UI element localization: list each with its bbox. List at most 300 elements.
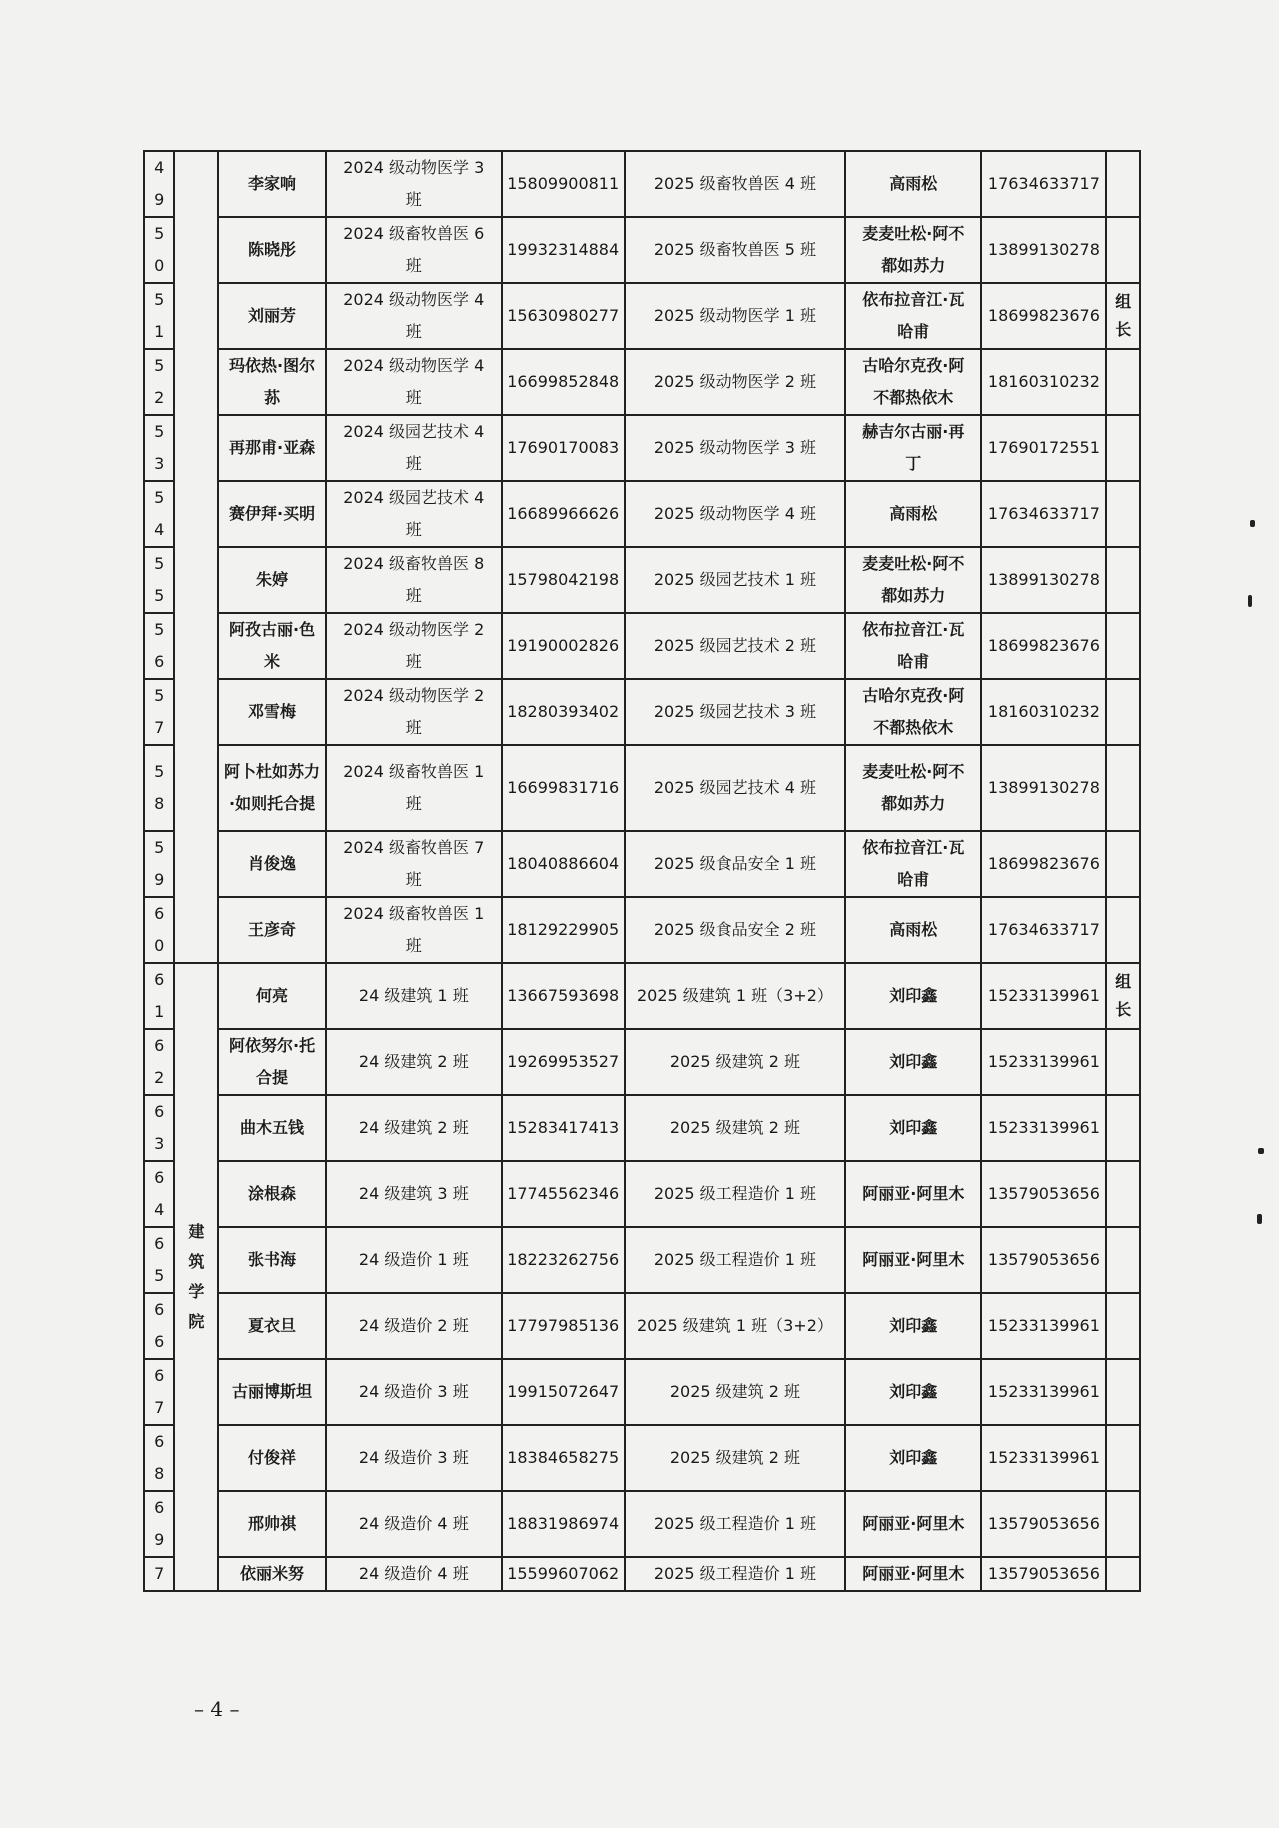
row-index-digit: 6 xyxy=(154,1498,165,1517)
row-index-digit: 3 xyxy=(154,1134,165,1153)
row-index-digit: 5 xyxy=(154,586,165,605)
note-cell xyxy=(1106,1161,1140,1227)
note-cell xyxy=(1106,1425,1140,1491)
student-class xyxy=(326,745,502,831)
row-index-digit: 3 xyxy=(154,454,165,473)
teacher-name xyxy=(845,831,981,897)
row-index xyxy=(144,1557,174,1591)
student-class xyxy=(326,151,502,217)
table-row xyxy=(144,963,1140,1029)
teacher-name-line: 高雨松 xyxy=(889,504,938,523)
student-class-line: 班 xyxy=(405,936,422,955)
row-index-digit: 6 xyxy=(154,1300,165,1319)
student-phone: 18040886604 xyxy=(502,831,625,897)
teacher-phone: 15233139961 xyxy=(981,963,1106,1029)
assigned-class: 2025 级建筑 1 班（3+2） xyxy=(625,1293,846,1359)
note-cell xyxy=(1106,613,1140,679)
student-class xyxy=(326,613,502,679)
student-class xyxy=(326,283,502,349)
student-name: 曲木五钱 xyxy=(218,1095,326,1161)
scan-speck xyxy=(1250,520,1255,527)
assigned-class: 2025 级园艺技术 2 班 xyxy=(625,613,846,679)
row-index-digit: 6 xyxy=(154,1332,165,1351)
table-row xyxy=(144,1359,1140,1425)
row-index-digit: 5 xyxy=(154,356,165,375)
teacher-name-line: 阿丽亚·阿里木 xyxy=(862,1564,965,1583)
student-class xyxy=(326,897,502,963)
student-phone: 18129229905 xyxy=(502,897,625,963)
assigned-class: 2025 级工程造价 1 班 xyxy=(625,1491,846,1557)
college-name-char: 学 xyxy=(188,1282,205,1301)
row-index-digit: 5 xyxy=(154,224,165,243)
table-row xyxy=(144,1293,1140,1359)
teacher-name xyxy=(845,1227,981,1293)
row-index-digit: 9 xyxy=(154,1530,165,1549)
row-index-digit: 1 xyxy=(154,1002,165,1021)
scan-speck xyxy=(1258,1148,1264,1154)
assigned-class: 2025 级建筑 2 班 xyxy=(625,1359,846,1425)
note-cell xyxy=(1106,1029,1140,1095)
roster-body xyxy=(144,151,1140,1591)
teacher-name-line: 阿丽亚·阿里木 xyxy=(862,1250,965,1269)
teacher-phone: 18699823676 xyxy=(981,283,1106,349)
student-class-line: 班 xyxy=(405,388,422,407)
student-name: 依丽米努 xyxy=(218,1557,326,1591)
student-class-line: 班 xyxy=(405,794,422,813)
student-class-line: 班 xyxy=(405,586,422,605)
row-index-digit: 6 xyxy=(154,1234,165,1253)
teacher-name-line: 不都热依木 xyxy=(873,388,954,407)
note-cell xyxy=(1106,963,1140,1029)
table-row xyxy=(144,679,1140,745)
student-class xyxy=(326,1161,502,1227)
student-phone: 17797985136 xyxy=(502,1293,625,1359)
teacher-phone: 13579053656 xyxy=(981,1227,1106,1293)
teacher-name-line: 阿丽亚·阿里木 xyxy=(862,1514,965,1533)
row-index xyxy=(144,151,174,217)
page-number: – 4 – xyxy=(194,1697,240,1721)
student-phone: 19932314884 xyxy=(502,217,625,283)
row-index-digit: 4 xyxy=(154,158,165,177)
table-row xyxy=(144,1029,1140,1095)
student-class-line: 2024 级动物医学 2 xyxy=(343,686,485,705)
teacher-phone: 18699823676 xyxy=(981,831,1106,897)
row-index-digit: 6 xyxy=(154,904,165,923)
teacher-phone: 13579053656 xyxy=(981,1161,1106,1227)
teacher-name xyxy=(845,1491,981,1557)
row-index-digit: 9 xyxy=(154,190,165,209)
assigned-class: 2025 级建筑 2 班 xyxy=(625,1425,846,1491)
row-index-digit: 8 xyxy=(154,1464,165,1483)
assigned-class: 2025 级园艺技术 1 班 xyxy=(625,547,846,613)
student-phone: 19190002826 xyxy=(502,613,625,679)
student-name: 张书海 xyxy=(218,1227,326,1293)
student-class-line: 班 xyxy=(405,256,422,275)
assigned-class: 2025 级食品安全 1 班 xyxy=(625,831,846,897)
assigned-class: 2025 级食品安全 2 班 xyxy=(625,897,846,963)
teacher-phone: 15233139961 xyxy=(981,1359,1106,1425)
teacher-name-line: 刘印鑫 xyxy=(889,1448,938,1467)
student-phone: 15283417413 xyxy=(502,1095,625,1161)
note-cell xyxy=(1106,151,1140,217)
student-class xyxy=(326,547,502,613)
teacher-name-line: 刘印鑫 xyxy=(889,986,938,1005)
teacher-name xyxy=(845,481,981,547)
teacher-phone: 13579053656 xyxy=(981,1491,1106,1557)
row-index xyxy=(144,217,174,283)
table-row xyxy=(144,897,1140,963)
student-phone: 16689966626 xyxy=(502,481,625,547)
assigned-class: 2025 级工程造价 1 班 xyxy=(625,1227,846,1293)
teacher-name-line: 都如苏力 xyxy=(881,794,946,813)
assigned-class: 2025 级畜牧兽医 4 班 xyxy=(625,151,846,217)
table-row xyxy=(144,217,1140,283)
table-row xyxy=(144,151,1140,217)
student-phone: 15630980277 xyxy=(502,283,625,349)
teacher-phone: 18160310232 xyxy=(981,349,1106,415)
row-index-digit: 5 xyxy=(154,762,165,781)
row-index-digit: 7 xyxy=(154,718,165,737)
student-class-line: 24 级建筑 3 班 xyxy=(358,1184,469,1203)
student-phone: 16699852848 xyxy=(502,349,625,415)
row-index-digit: 2 xyxy=(154,1068,165,1087)
student-class xyxy=(326,1425,502,1491)
teacher-phone: 13899130278 xyxy=(981,547,1106,613)
note-char: 长 xyxy=(1115,320,1132,339)
student-class-line: 24 级造价 3 班 xyxy=(358,1448,469,1467)
teacher-name-line: 高雨松 xyxy=(889,920,938,939)
assigned-class: 2025 级建筑 1 班（3+2） xyxy=(625,963,846,1029)
student-class-line: 2024 级动物医学 2 xyxy=(343,620,485,639)
row-index-digit: 2 xyxy=(154,388,165,407)
assigned-class: 2025 级建筑 2 班 xyxy=(625,1029,846,1095)
note-cell xyxy=(1106,481,1140,547)
student-class xyxy=(326,415,502,481)
student-phone: 19269953527 xyxy=(502,1029,625,1095)
row-index-digit: 5 xyxy=(154,554,165,573)
teacher-phone: 15233139961 xyxy=(981,1029,1106,1095)
assigned-class: 2025 级动物医学 3 班 xyxy=(625,415,846,481)
student-name: 涂根森 xyxy=(218,1161,326,1227)
teacher-name xyxy=(845,547,981,613)
note-cell xyxy=(1106,897,1140,963)
teacher-name-line: 依布拉音江·瓦 xyxy=(862,838,965,857)
teacher-name xyxy=(845,415,981,481)
student-phone: 18831986974 xyxy=(502,1491,625,1557)
student-class-line: 班 xyxy=(405,652,422,671)
teacher-name xyxy=(845,1029,981,1095)
teacher-name xyxy=(845,963,981,1029)
teacher-name-line: 不都热依木 xyxy=(873,718,954,737)
student-class-line: 2024 级园艺技术 4 xyxy=(343,422,485,441)
student-class-line: 24 级建筑 2 班 xyxy=(358,1052,469,1071)
note-char: 长 xyxy=(1115,1000,1132,1019)
student-phone: 17745562346 xyxy=(502,1161,625,1227)
row-index-digit: 6 xyxy=(154,1366,165,1385)
row-index xyxy=(144,679,174,745)
student-class-line: 24 级造价 3 班 xyxy=(358,1382,469,1401)
teacher-phone: 17634633717 xyxy=(981,481,1106,547)
row-index xyxy=(144,1029,174,1095)
row-index xyxy=(144,283,174,349)
student-class-line: 班 xyxy=(405,454,422,473)
note-cell xyxy=(1106,349,1140,415)
teacher-name xyxy=(845,1557,981,1591)
table-row xyxy=(144,1557,1140,1591)
table-row xyxy=(144,349,1140,415)
student-class-line: 24 级建筑 2 班 xyxy=(358,1118,469,1137)
teacher-name xyxy=(845,217,981,283)
row-index xyxy=(144,415,174,481)
student-class xyxy=(326,831,502,897)
row-index-digit: 6 xyxy=(154,970,165,989)
student-name: 邓雪梅 xyxy=(218,679,326,745)
student-class xyxy=(326,1029,502,1095)
teacher-name-line: 丁 xyxy=(905,454,922,473)
student-name: 王彦奇 xyxy=(218,897,326,963)
student-name: 刘丽芳 xyxy=(218,283,326,349)
row-index-digit: 5 xyxy=(154,290,165,309)
teacher-name-line: 哈甫 xyxy=(897,870,930,889)
row-index-digit: 7 xyxy=(154,1564,165,1583)
teacher-phone: 13899130278 xyxy=(981,745,1106,831)
row-index-digit: 4 xyxy=(154,1200,165,1219)
student-name: 何亮 xyxy=(218,963,326,1029)
college-name-char: 筑 xyxy=(188,1252,205,1271)
note-cell xyxy=(1106,1293,1140,1359)
teacher-name-line: 高雨松 xyxy=(889,174,938,193)
note-cell xyxy=(1106,547,1140,613)
student-class xyxy=(326,481,502,547)
row-index-digit: 8 xyxy=(154,794,165,813)
teacher-name xyxy=(845,1293,981,1359)
assigned-class: 2025 级园艺技术 4 班 xyxy=(625,745,846,831)
table-row xyxy=(144,1425,1140,1491)
student-class xyxy=(326,349,502,415)
teacher-phone: 13579053656 xyxy=(981,1557,1106,1591)
teacher-name xyxy=(845,1161,981,1227)
assigned-class: 2025 级建筑 2 班 xyxy=(625,1095,846,1161)
table-row xyxy=(144,283,1140,349)
teacher-name xyxy=(845,1095,981,1161)
teacher-name-line: 麦麦吐松·阿不 xyxy=(862,554,965,573)
college-cell xyxy=(174,151,218,963)
row-index-digit: 1 xyxy=(154,322,165,341)
teacher-name xyxy=(845,745,981,831)
student-class-line: 2024 级动物医学 4 xyxy=(343,290,485,309)
teacher-phone: 15233139961 xyxy=(981,1425,1106,1491)
teacher-name-line: 哈甫 xyxy=(897,652,930,671)
student-class-line: 24 级建筑 1 班 xyxy=(358,986,469,1005)
row-index-digit: 0 xyxy=(154,936,165,955)
student-phone: 19915072647 xyxy=(502,1359,625,1425)
teacher-name-line: 依布拉音江·瓦 xyxy=(862,290,965,309)
row-index-digit: 6 xyxy=(154,1036,165,1055)
row-index xyxy=(144,349,174,415)
student-class xyxy=(326,1293,502,1359)
note-char: 组 xyxy=(1115,292,1132,311)
table-row xyxy=(144,1491,1140,1557)
student-phone: 16699831716 xyxy=(502,745,625,831)
student-name: 赛伊拜·买明 xyxy=(218,481,326,547)
student-phone: 18223262756 xyxy=(502,1227,625,1293)
teacher-name-line: 麦麦吐松·阿不 xyxy=(862,762,965,781)
student-phone: 18280393402 xyxy=(502,679,625,745)
student-class-line: 班 xyxy=(405,870,422,889)
scan-speck xyxy=(1257,1214,1262,1224)
teacher-name-line: 麦麦吐松·阿不 xyxy=(862,224,965,243)
row-index xyxy=(144,897,174,963)
teacher-name-line: 刘印鑫 xyxy=(889,1382,938,1401)
assigned-class: 2025 级畜牧兽医 5 班 xyxy=(625,217,846,283)
student-class-line: 2024 级动物医学 4 xyxy=(343,356,485,375)
student-name: 阿卜杜如苏力·如则托合提 xyxy=(218,745,326,831)
row-index xyxy=(144,745,174,831)
row-index-digit: 6 xyxy=(154,1168,165,1187)
teacher-name-line: 阿丽亚·阿里木 xyxy=(862,1184,965,1203)
table-row xyxy=(144,1227,1140,1293)
student-phone: 13667593698 xyxy=(502,963,625,1029)
row-index xyxy=(144,1491,174,1557)
assigned-class: 2025 级园艺技术 3 班 xyxy=(625,679,846,745)
note-cell xyxy=(1106,217,1140,283)
row-index-digit: 5 xyxy=(154,422,165,441)
row-index-digit: 5 xyxy=(154,488,165,507)
teacher-name xyxy=(845,679,981,745)
assigned-class: 2025 级工程造价 1 班 xyxy=(625,1557,846,1591)
student-class xyxy=(326,963,502,1029)
student-class-line: 24 级造价 2 班 xyxy=(358,1316,469,1335)
assigned-class: 2025 级动物医学 2 班 xyxy=(625,349,846,415)
teacher-name xyxy=(845,1425,981,1491)
row-index xyxy=(144,963,174,1029)
teacher-name-line: 依布拉音江·瓦 xyxy=(862,620,965,639)
student-name: 朱婷 xyxy=(218,547,326,613)
table-row xyxy=(144,415,1140,481)
student-class-line: 班 xyxy=(405,322,422,341)
student-class-line: 2024 级园艺技术 4 xyxy=(343,488,485,507)
note-cell xyxy=(1106,415,1140,481)
note-cell xyxy=(1106,1095,1140,1161)
teacher-name-line: 都如苏力 xyxy=(881,256,946,275)
teacher-name-line: 古哈尔克孜·阿 xyxy=(862,686,965,705)
teacher-name-line: 刘印鑫 xyxy=(889,1052,938,1071)
student-phone: 18384658275 xyxy=(502,1425,625,1491)
student-class xyxy=(326,217,502,283)
teacher-name xyxy=(845,897,981,963)
teacher-phone: 18699823676 xyxy=(981,613,1106,679)
row-index xyxy=(144,1359,174,1425)
row-index-digit: 6 xyxy=(154,652,165,671)
student-class xyxy=(326,1359,502,1425)
row-index xyxy=(144,1425,174,1491)
row-index-digit: 6 xyxy=(154,1102,165,1121)
row-index xyxy=(144,547,174,613)
college-name-char: 院 xyxy=(188,1312,205,1331)
assigned-class: 2025 级动物医学 4 班 xyxy=(625,481,846,547)
teacher-name xyxy=(845,151,981,217)
student-name: 付俊祥 xyxy=(218,1425,326,1491)
note-cell xyxy=(1106,1557,1140,1591)
teacher-name xyxy=(845,283,981,349)
scan-speck xyxy=(1248,595,1252,607)
row-index xyxy=(144,481,174,547)
college-name-char: 建 xyxy=(188,1222,205,1241)
student-phone: 17690170083 xyxy=(502,415,625,481)
note-cell xyxy=(1106,831,1140,897)
student-class-line: 24 级造价 4 班 xyxy=(358,1564,469,1583)
note-char: 组 xyxy=(1115,972,1132,991)
teacher-name xyxy=(845,1359,981,1425)
row-index-digit: 4 xyxy=(154,520,165,539)
table-row xyxy=(144,1161,1140,1227)
student-phone: 15809900811 xyxy=(502,151,625,217)
student-class-line: 24 级造价 1 班 xyxy=(358,1250,469,1269)
student-class-line: 班 xyxy=(405,190,422,209)
row-index-digit: 0 xyxy=(154,256,165,275)
row-index xyxy=(144,1293,174,1359)
assigned-class: 2025 级工程造价 1 班 xyxy=(625,1161,846,1227)
student-class-line: 2024 级畜牧兽医 1 xyxy=(343,762,485,781)
student-name: 邢帅祺 xyxy=(218,1491,326,1557)
teacher-name-line: 赫吉尔古丽·再 xyxy=(862,422,965,441)
teacher-name-line: 刘印鑫 xyxy=(889,1316,938,1335)
table-row xyxy=(144,1095,1140,1161)
student-name: 李家响 xyxy=(218,151,326,217)
student-name: 阿依努尔·托合提 xyxy=(218,1029,326,1095)
note-cell xyxy=(1106,1359,1140,1425)
table-row xyxy=(144,745,1140,831)
student-class xyxy=(326,1557,502,1591)
teacher-phone: 15233139961 xyxy=(981,1293,1106,1359)
student-class-line: 2024 级畜牧兽医 8 xyxy=(343,554,485,573)
student-name: 玛依热·图尔荪 xyxy=(218,349,326,415)
teacher-phone: 18160310232 xyxy=(981,679,1106,745)
student-class xyxy=(326,1491,502,1557)
student-class xyxy=(326,1227,502,1293)
student-class-line: 2024 级动物医学 3 xyxy=(343,158,485,177)
note-cell xyxy=(1106,745,1140,831)
note-cell xyxy=(1106,1491,1140,1557)
row-index xyxy=(144,613,174,679)
row-index-digit: 6 xyxy=(154,1432,165,1451)
row-index xyxy=(144,1161,174,1227)
student-class xyxy=(326,679,502,745)
teacher-name-line: 都如苏力 xyxy=(881,586,946,605)
teacher-name xyxy=(845,349,981,415)
student-name: 肖俊逸 xyxy=(218,831,326,897)
note-cell xyxy=(1106,679,1140,745)
table-row xyxy=(144,831,1140,897)
college-cell xyxy=(174,963,218,1591)
teacher-name-line: 刘印鑫 xyxy=(889,1118,938,1137)
roster-table xyxy=(143,150,1141,1592)
row-index-digit: 5 xyxy=(154,686,165,705)
table-row xyxy=(144,481,1140,547)
student-class-line: 班 xyxy=(405,520,422,539)
student-phone: 15599607062 xyxy=(502,1557,625,1591)
student-class-line: 24 级造价 4 班 xyxy=(358,1514,469,1533)
student-name: 夏衣旦 xyxy=(218,1293,326,1359)
row-index xyxy=(144,831,174,897)
teacher-name-line: 古哈尔克孜·阿 xyxy=(862,356,965,375)
row-index xyxy=(144,1095,174,1161)
note-cell xyxy=(1106,1227,1140,1293)
row-index-digit: 7 xyxy=(154,1398,165,1417)
student-phone: 15798042198 xyxy=(502,547,625,613)
note-cell xyxy=(1106,283,1140,349)
teacher-phone: 15233139961 xyxy=(981,1095,1106,1161)
